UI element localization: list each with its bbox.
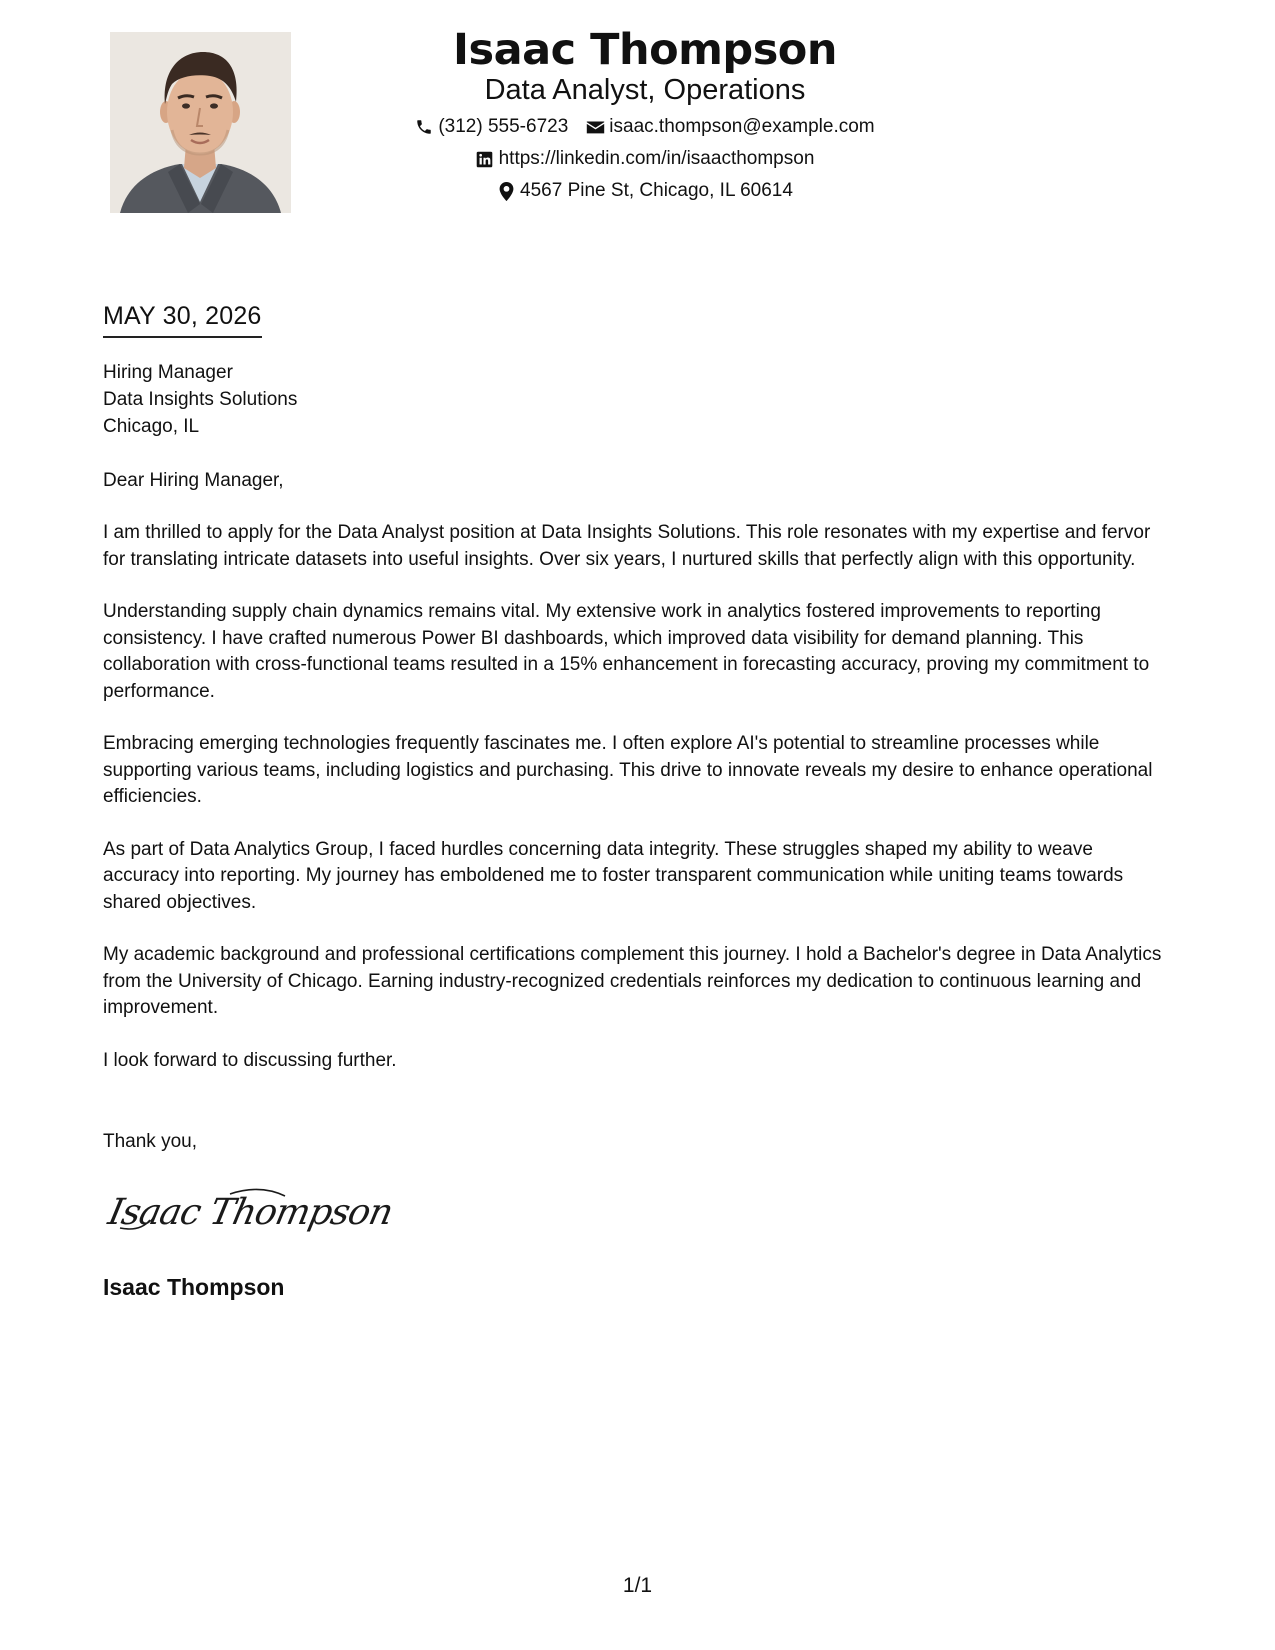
body-paragraph: Understanding supply chain dynamics remains vital. My extensive work in analytics fostered improvements to reporting consistency. I have crafted numerous Power BI dashboards, which improved data visibility for demand planning. This collaboration with cross-functional teams resulted in a 15% enhancement in forecasting accuracy, proving my commitment to performance.	[103, 601, 1150, 702]
linkedin-icon	[476, 150, 494, 168]
map-pin-icon	[497, 182, 515, 200]
letter-body	[103, 520, 1173, 1100]
signer-name: Isaac Thompson	[103, 1274, 285, 1300]
contact-line-linkedin	[300, 143, 990, 175]
phone-number: (312) 555-6723	[438, 116, 569, 137]
salutation: Dear Hiring Manager,	[103, 470, 284, 491]
job-title: Data Analyst, Operations	[484, 74, 806, 106]
handwritten-signature	[104, 1180, 397, 1240]
contact-line-phone-email	[300, 111, 990, 143]
envelope-icon	[586, 118, 604, 136]
svg-text:Isaac Thompson: Isaac Thompson	[104, 1190, 397, 1233]
recipient-company: Data Insights Solutions	[103, 389, 298, 410]
email-contact[interactable]	[586, 111, 874, 143]
street-address: 4567 Pine St, Chicago, IL 60614	[520, 180, 793, 201]
letter-date: MAY 30, 2026	[103, 299, 262, 338]
letter-header	[300, 22, 990, 207]
phone-icon	[415, 118, 433, 136]
linkedin-contact[interactable]	[476, 143, 815, 175]
applicant-name: Isaac Thompson	[453, 25, 837, 75]
body-paragraph: My academic background and professional certifications complement this journey. I hold a Bachelor's degree in Data Analytics from the University of Chicago. Earning industry-recognized credentials reinforces my dedication to continuous learning and improvement.	[103, 944, 1162, 1018]
profile-photo	[110, 32, 291, 213]
phone-contact[interactable]	[415, 111, 568, 143]
body-paragraph: Embracing emerging technologies frequently fascinates me. I often explore AI's potential to streamline processes while supporting various teams, including logistics and purchasing. This drive to innovate reveals my desire to enhance operational efficiencies.	[103, 733, 1153, 807]
body-paragraph: As part of Data Analytics Group, I faced hurdles concerning data integrity. These struggles shaped my ability to weave accuracy into reporting. My journey has emboldened me to foster transparent communication while uniting teams towards shared objectives.	[103, 838, 1124, 913]
portrait-image	[110, 32, 291, 213]
contact-line-address	[300, 175, 990, 207]
address-contact	[497, 175, 793, 207]
recipient-block	[103, 359, 297, 440]
closing-line: Thank you,	[103, 1131, 197, 1152]
page-number: 1/1	[622, 1574, 653, 1597]
email-address: isaac.thompson@example.com	[609, 116, 875, 137]
recipient-location: Chicago, IL	[103, 416, 200, 437]
body-paragraph: I am thrilled to apply for the Data Analyst position at Data Insights Solutions. This role resonates with my expertise and fervor for translating intricate datasets into useful insights. Over six years, I nurtured skills that perfectly align with this opportunity.	[103, 522, 1151, 570]
linkedin-url: https://linkedin.com/in/isaacthompson	[498, 148, 815, 169]
recipient-title: Hiring Manager	[103, 362, 233, 383]
body-paragraph: I look forward to discussing further.	[103, 1049, 397, 1071]
signature-image	[104, 1180, 397, 1240]
